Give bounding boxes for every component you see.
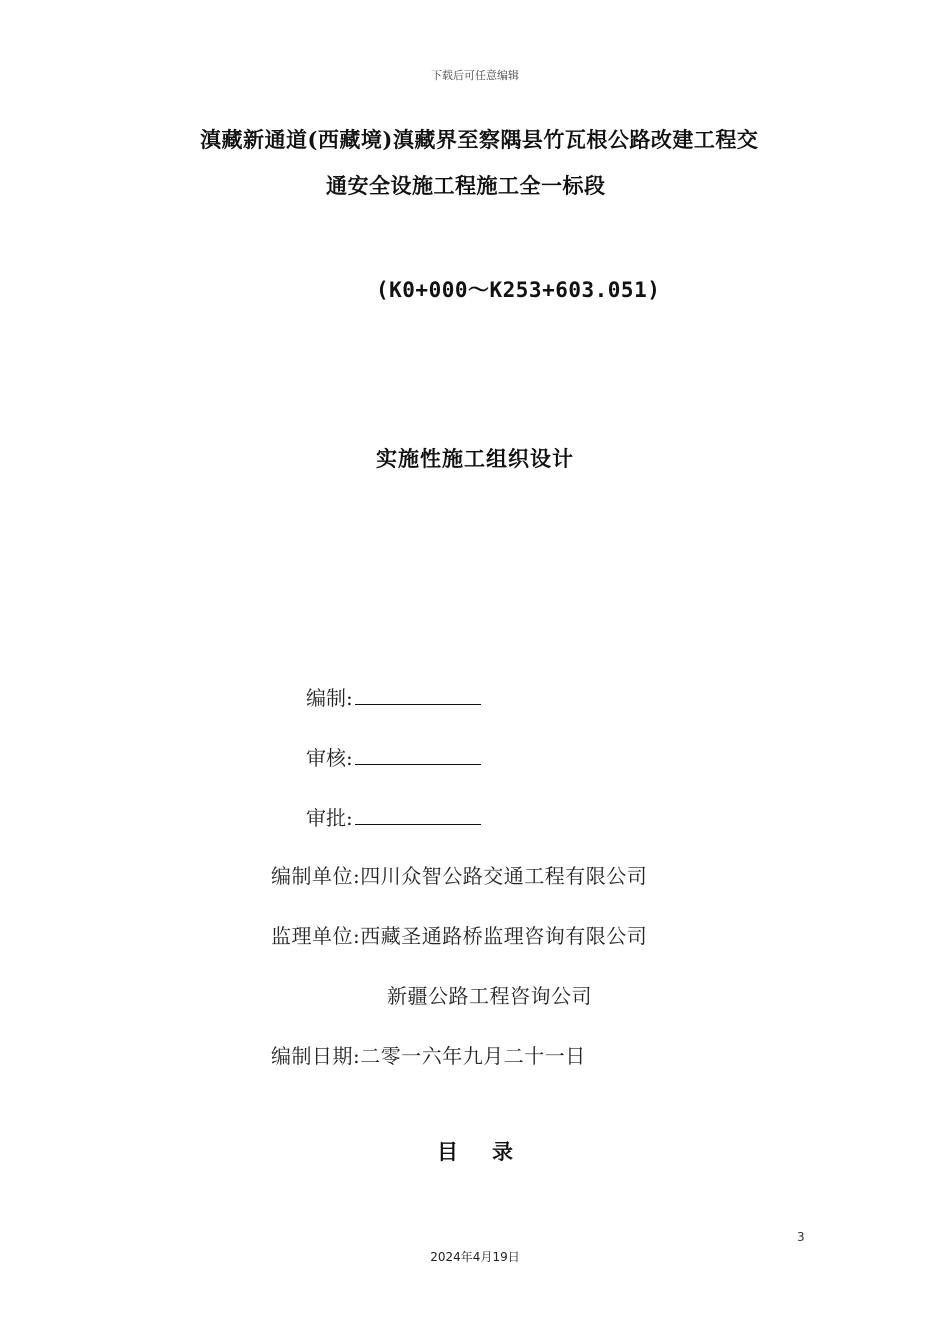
compile-unit: 编制单位:四川众智公路交通工程有限公司 [271, 864, 648, 888]
compile-signature [306, 682, 481, 711]
approve-signature [306, 802, 481, 831]
review-blank-line [355, 744, 481, 765]
compile-label: 编制: [306, 686, 353, 710]
approve-label: 审批: [306, 806, 353, 830]
supervise-unit-2: 新疆公路工程咨询公司 [387, 984, 592, 1008]
title-line-2: 通安全设施工程施工全一标段 [326, 173, 606, 198]
toc-char-1: 目 [437, 1139, 458, 1164]
toc-char-2: 录 [492, 1139, 513, 1164]
title-line-1: 滇藏新通道(西藏境)滇藏界至察隅县竹瓦根公路改建工程交 [200, 127, 759, 152]
document-type: 实施性施工组织设计 [376, 446, 574, 471]
footer-date: 2024年4月19日 [430, 1250, 520, 1264]
header-note: 下载后可任意编辑 [431, 69, 519, 82]
page-number: 3 [797, 1230, 805, 1244]
supervise-unit: 监理单位:西藏圣通路桥监理咨询有限公司 [271, 924, 648, 948]
approve-blank-line [355, 804, 481, 825]
compile-date: 编制日期:二零一六年九月二十一日 [271, 1044, 586, 1068]
compile-blank-line [355, 684, 481, 705]
toc-heading [0, 1136, 950, 1166]
review-signature [306, 742, 481, 771]
review-label: 审核: [306, 746, 353, 770]
stake-range: (K0+000～K253+603.051) [376, 278, 661, 302]
